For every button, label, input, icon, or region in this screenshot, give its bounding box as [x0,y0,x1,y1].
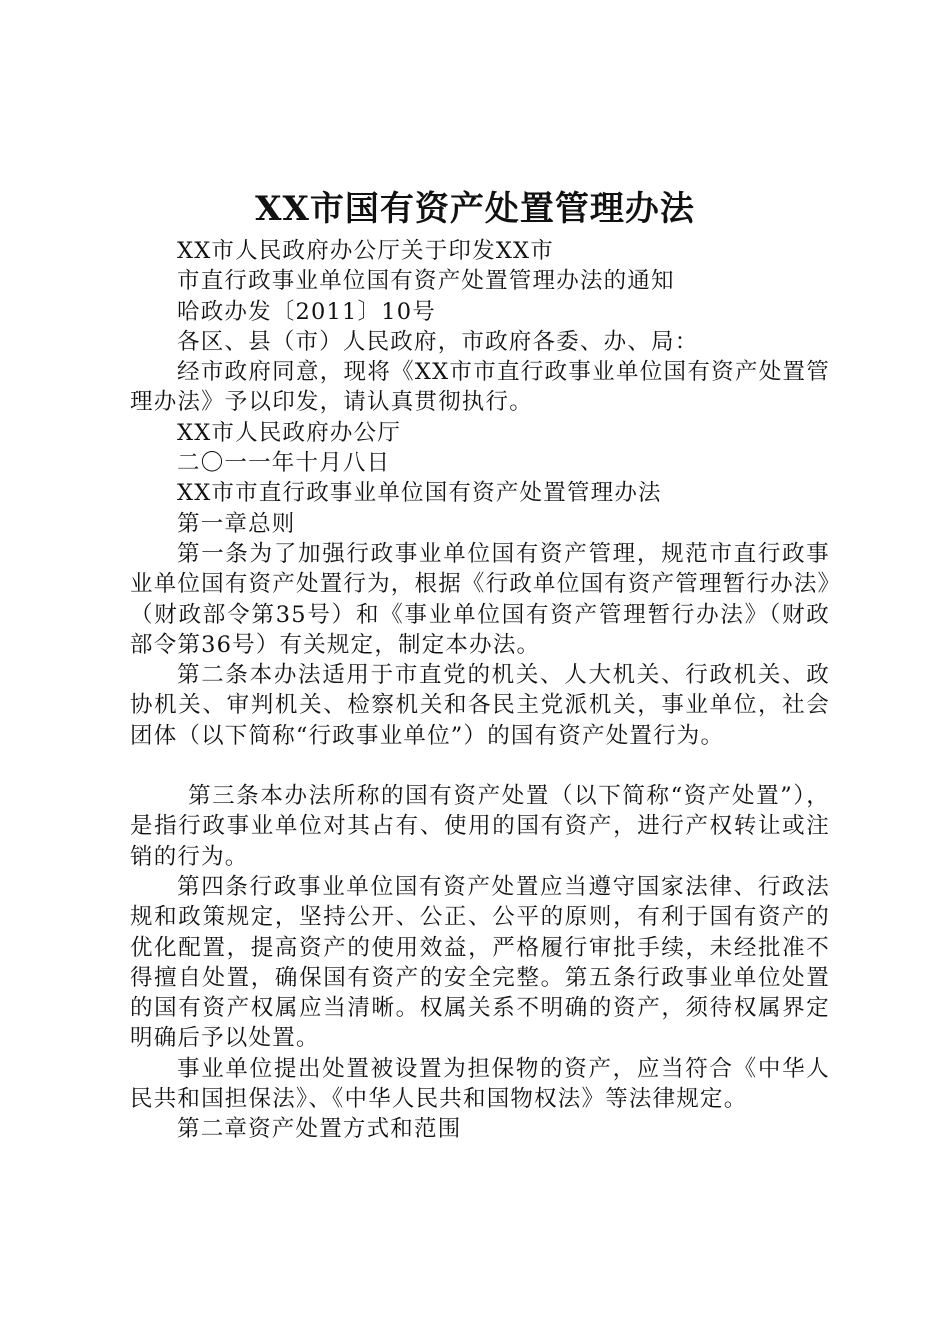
article-paragraph: 第二条本办法适用于市直党的机关、人大机关、行政机关、政协机关、审判机关、检察机关和各民主党派机关，事业单位，社会团体（以下简称“行政事业单位”）的国有资产处置行为。 [130,662,830,749]
article-paragraph: 第四条行政事业单位国有资产处置应当遵守国家法律、行政法规和政策规定，坚持公开、公正、公平的原则，有利于国有资产的优化配置，提高资产的使用效益，严格履行审批手续，未经批准不得擅自处置，确保国有资产的安全完整。第五条行政事业单位处置的国有资产权属应当清晰。权属关系不明确的资产，须待权属界定明确后予以处置。 [130,873,830,1052]
notice-title-line-1: XX市人民政府办公厅关于印发XX市 [177,238,554,264]
article-paragraph: 第三条本办法所称的国有资产处置（以下简称“资产处置”），是指行政事业单位对其占有、使用的国有资产，进行产权转让或注销的行为。 [130,783,830,870]
document-number: 哈政办发〔2011〕10号 [177,298,436,325]
article-paragraph: 事业单位提出处置被设置为担保物的资产，应当符合《中华人民共和国担保法》、《中华人民共和国物权法》等法律规定。 [130,1055,830,1113]
document-title: XX市国有资产处置管理办法 [255,189,695,229]
addressee: 各区、县（市）人民政府，市政府各委、办、局： [177,328,699,355]
measures-title: XX市市直行政事业单位国有资产处置管理办法 [177,480,662,507]
chapter-heading: 第一章总则 [177,510,296,537]
paragraph-gap [130,751,830,781]
issuer: XX市人民政府办公厅 [177,419,402,446]
document-body [130,236,830,1145]
chapter-heading: 第二章资产处置方式和范围 [177,1116,462,1143]
notice-title-line-2: 市直行政事业单位国有资产处置管理办法的通知 [177,268,675,295]
notice-body: 经市政府同意，现将《XX市市直行政事业单位国有资产处置管理办法》予以印发，请认真贯彻执行。 [130,359,830,416]
issue-date: 二〇一一年十月八日 [177,450,391,477]
article-paragraph: 第一条为了加强行政事业单位国有资产管理，规范市直行政事业单位国有资产处置行为，根据《行政单位国有资产管理暂行办法》（财政部令第35号）和《事业单位国有资产管理暂行办法》（财政部令第36号）有关规定，制定本办法。 [130,540,830,658]
